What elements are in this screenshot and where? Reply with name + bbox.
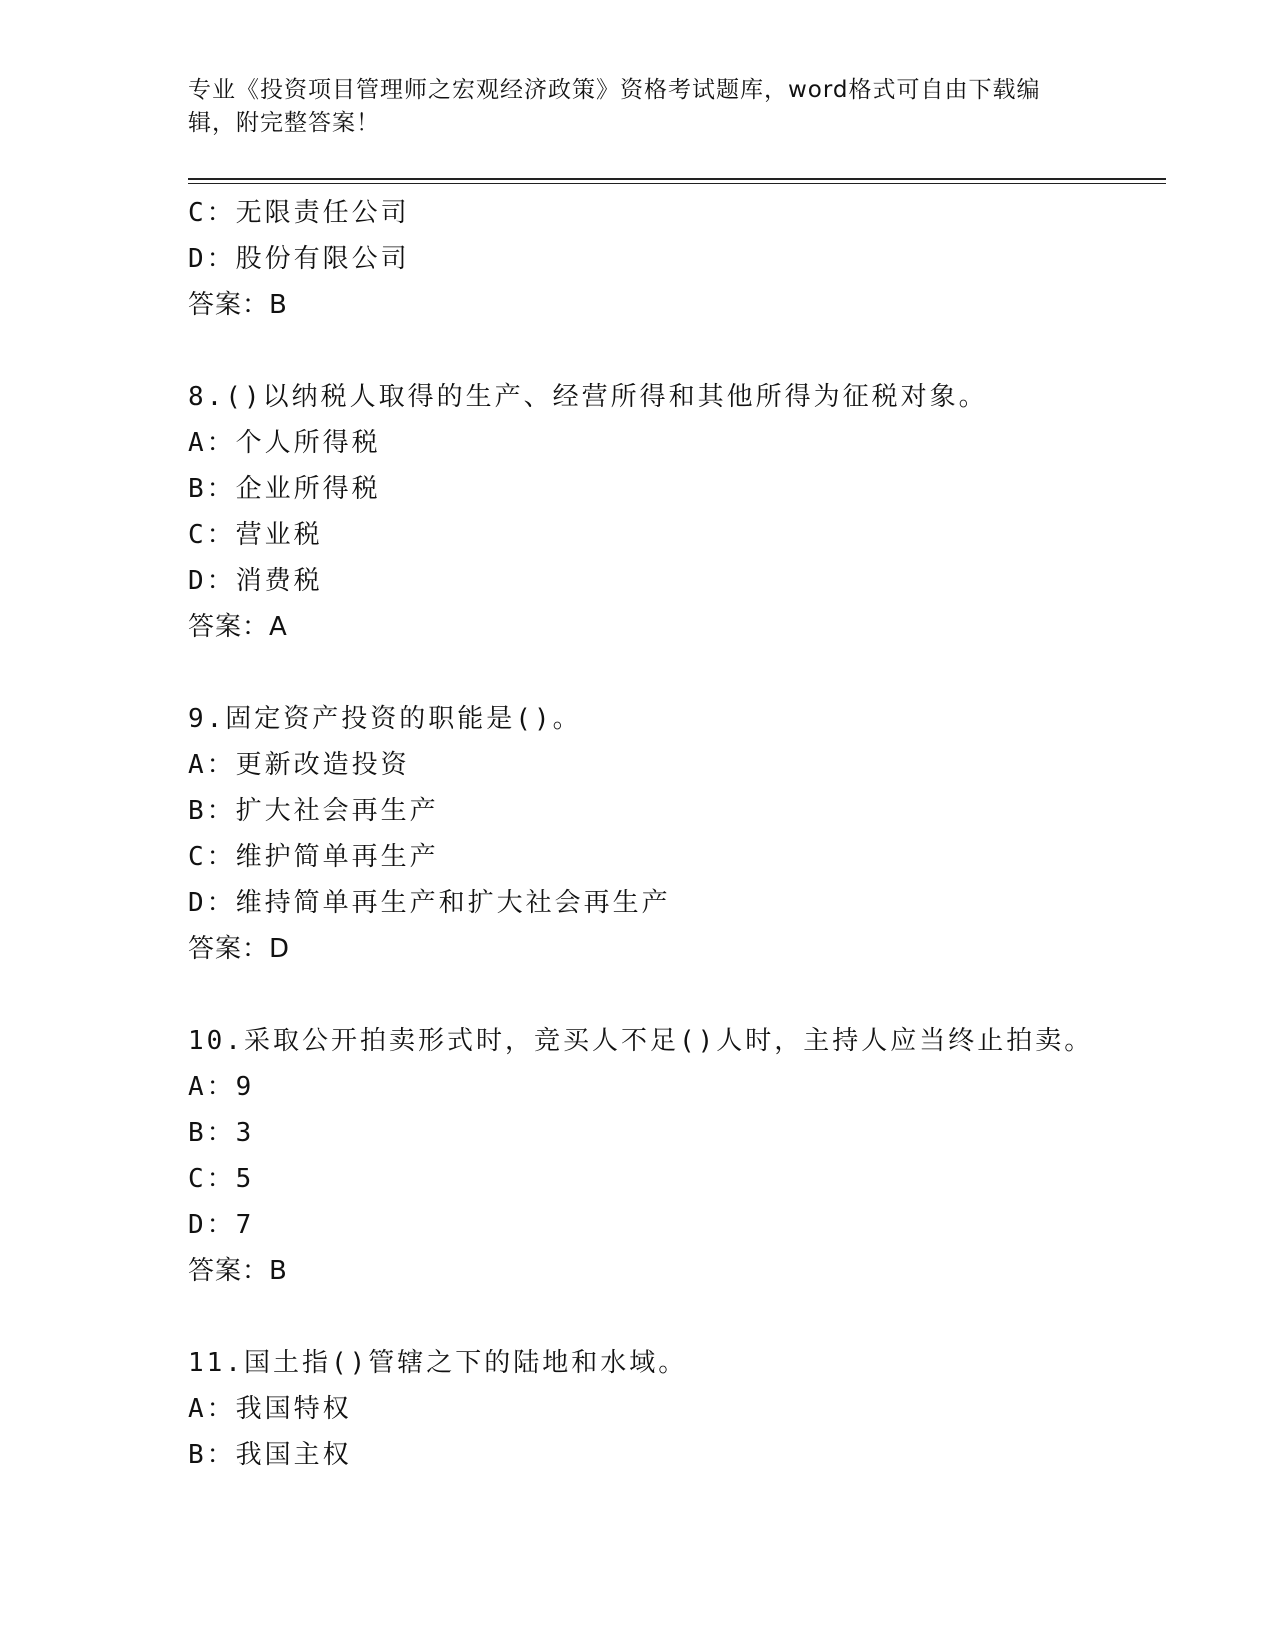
option-b: B：企业所得税 xyxy=(188,474,381,504)
answer-line: 答案：A xyxy=(188,612,288,642)
option-b: B：3 xyxy=(188,1118,255,1148)
option-a: A：9 xyxy=(188,1072,255,1102)
header-divider-thick xyxy=(188,178,1166,180)
answer-line: 答案：D xyxy=(188,934,291,964)
answer-line: 答案：B xyxy=(188,1256,288,1286)
option-b: B：扩大社会再生产 xyxy=(188,796,439,826)
question-8 xyxy=(188,374,1166,650)
question-fragment xyxy=(188,190,1166,328)
question-11 xyxy=(188,1340,1166,1478)
option-a: A：个人所得税 xyxy=(188,428,381,458)
option-b: B：我国主权 xyxy=(188,1440,352,1470)
answer-line: 答案：B xyxy=(188,290,288,320)
header-line-1: 专业《投资项目管理师之宏观经济政策》资格考试题库，word格式可自由下载编 xyxy=(188,77,1041,103)
option-c: C：无限责任公司 xyxy=(188,198,410,228)
option-d: D：股份有限公司 xyxy=(188,244,410,274)
question-stem: 11.国土指()管辖之下的陆地和水域。 xyxy=(188,1348,688,1378)
option-d: D：消费税 xyxy=(188,566,323,596)
question-9 xyxy=(188,696,1166,972)
option-d: D：维持简单再生产和扩大社会再生产 xyxy=(188,888,671,918)
document-header xyxy=(188,74,1088,140)
option-d: D：7 xyxy=(188,1210,255,1240)
header-divider-thin xyxy=(188,183,1166,184)
question-10 xyxy=(188,1018,1166,1294)
option-c: C：5 xyxy=(188,1164,255,1194)
option-a: A：更新改造投资 xyxy=(188,750,410,780)
option-c: C：营业税 xyxy=(188,520,323,550)
question-stem: 8.()以纳税人取得的生产、经营所得和其他所得为征税对象。 xyxy=(188,382,988,412)
question-stem: 10.采取公开拍卖形式时，竞买人不足()人时，主持人应当终止拍卖。 xyxy=(188,1026,1094,1056)
option-c: C：维护简单再生产 xyxy=(188,842,439,872)
question-list xyxy=(188,190,1166,1478)
header-line-2: 辑，附完整答案！ xyxy=(188,110,380,136)
question-stem: 9.固定资产投资的职能是()。 xyxy=(188,704,582,734)
option-a: A：我国特权 xyxy=(188,1394,352,1424)
